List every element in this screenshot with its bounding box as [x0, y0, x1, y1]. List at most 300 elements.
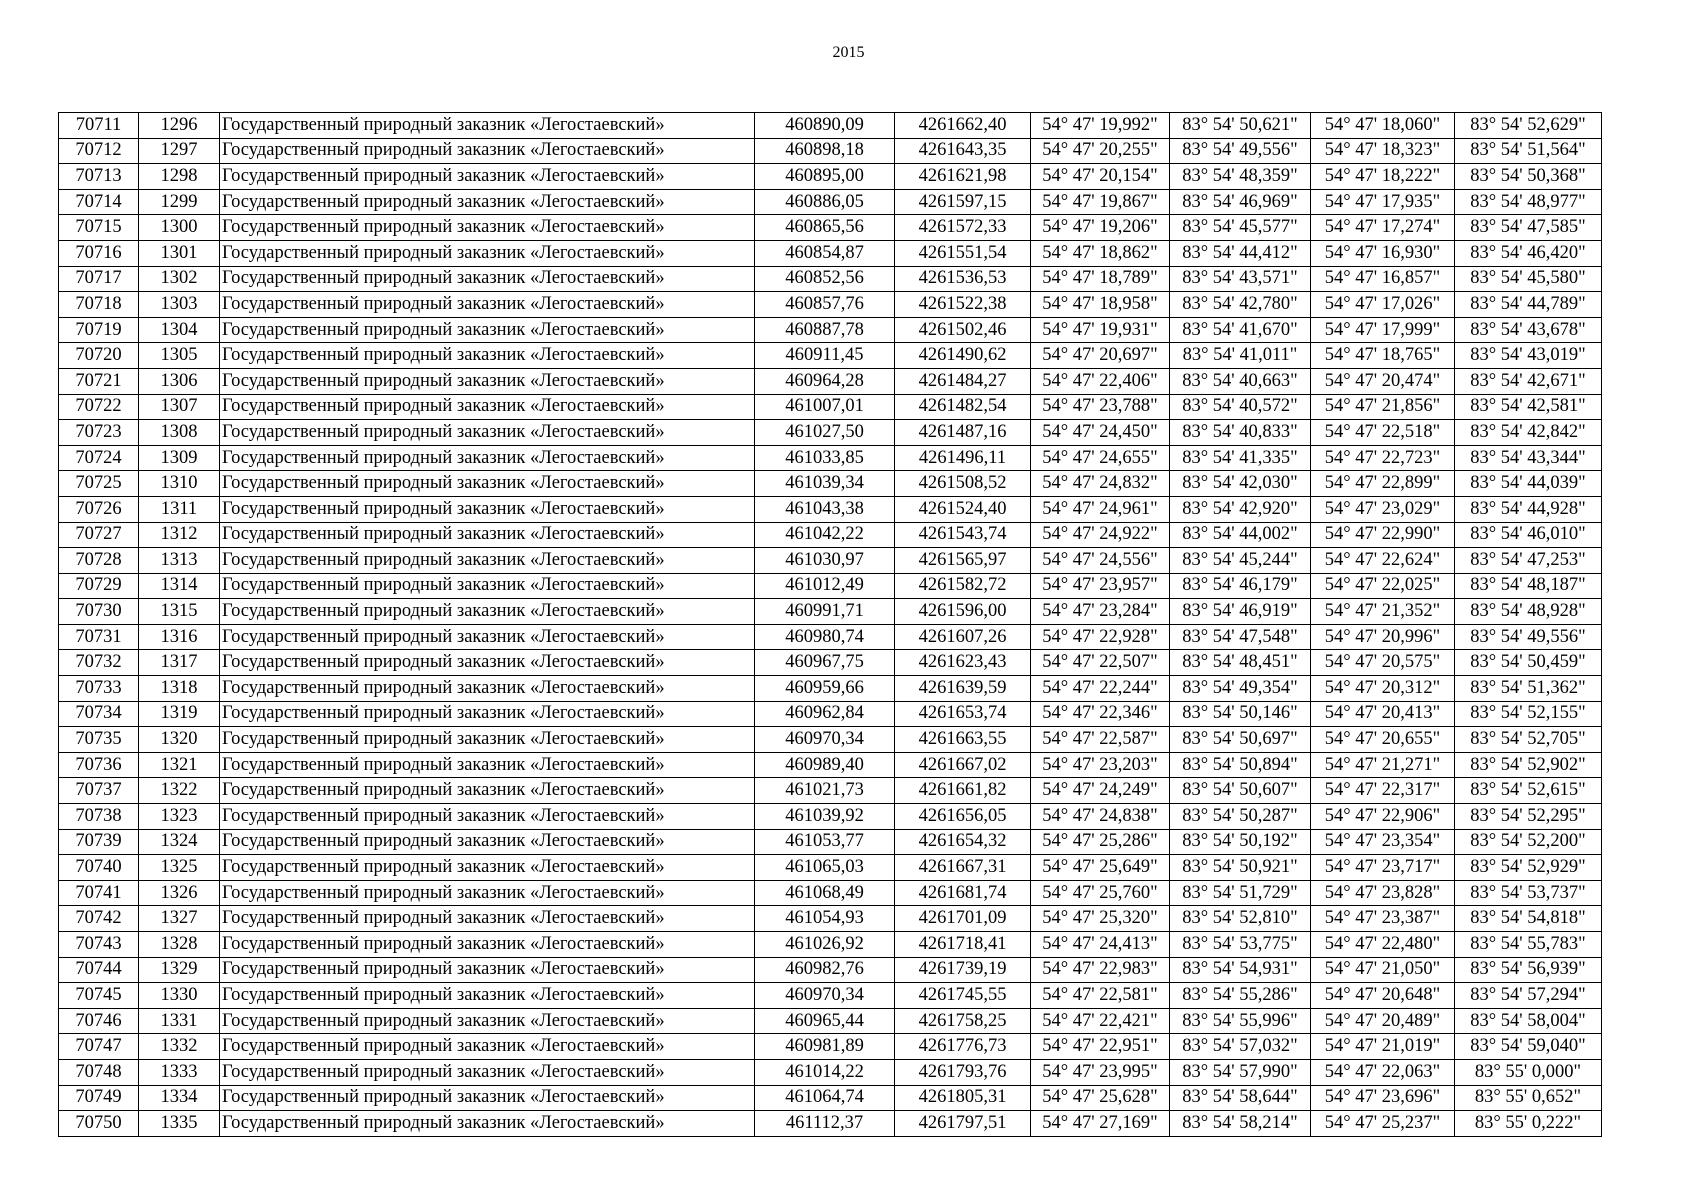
territory-name-cell: Государственный природный заказник «Легостаевский»	[220, 189, 755, 215]
x-coordinate-cell: 460982,76	[755, 957, 895, 983]
record-number-cell: 70726	[59, 496, 139, 522]
territory-name-cell: Государственный природный заказник «Легостаевский»	[220, 317, 755, 343]
longitude-2-cell: 83° 54' 44,789"	[1455, 292, 1602, 318]
point-number-cell: 1314	[139, 573, 220, 599]
latitude-1-cell: 54° 47' 23,995"	[1031, 1059, 1170, 1085]
territory-name-cell: Государственный природный заказник «Легостаевский»	[220, 343, 755, 369]
longitude-1-cell: 83° 54' 47,548"	[1170, 624, 1311, 650]
table-row	[59, 471, 1602, 497]
longitude-1-cell: 83° 54' 58,644"	[1170, 1085, 1311, 1111]
latitude-2-cell: 54° 47' 21,352"	[1311, 599, 1455, 625]
y-coordinate-cell: 4261565,97	[895, 548, 1031, 574]
record-number-cell: 70749	[59, 1085, 139, 1111]
longitude-2-cell: 83° 54' 51,564"	[1455, 138, 1602, 164]
latitude-2-cell: 54° 47' 22,624"	[1311, 548, 1455, 574]
y-coordinate-cell: 4261718,41	[895, 932, 1031, 958]
record-number-cell: 70718	[59, 292, 139, 318]
latitude-2-cell: 54° 47' 22,063"	[1311, 1059, 1455, 1085]
longitude-2-cell: 83° 54' 57,294"	[1455, 983, 1602, 1009]
latitude-1-cell: 54° 47' 22,928"	[1031, 624, 1170, 650]
territory-name-cell: Государственный природный заказник «Легостаевский»	[220, 701, 755, 727]
latitude-1-cell: 54° 47' 24,832"	[1031, 471, 1170, 497]
longitude-1-cell: 83° 54' 42,780"	[1170, 292, 1311, 318]
record-number-cell: 70720	[59, 343, 139, 369]
y-coordinate-cell: 4261739,19	[895, 957, 1031, 983]
x-coordinate-cell: 461042,22	[755, 522, 895, 548]
x-coordinate-cell: 460854,87	[755, 240, 895, 266]
y-coordinate-cell: 4261667,02	[895, 752, 1031, 778]
latitude-2-cell: 54° 47' 22,990"	[1311, 522, 1455, 548]
point-number-cell: 1299	[139, 189, 220, 215]
table-row	[59, 548, 1602, 574]
latitude-2-cell: 54° 47' 16,857"	[1311, 266, 1455, 292]
record-number-cell: 70721	[59, 368, 139, 394]
point-number-cell: 1318	[139, 676, 220, 702]
latitude-1-cell: 54° 47' 23,203"	[1031, 752, 1170, 778]
table-row	[59, 1059, 1602, 1085]
longitude-1-cell: 83° 54' 41,335"	[1170, 445, 1311, 471]
longitude-2-cell: 83° 54' 52,615"	[1455, 778, 1602, 804]
latitude-2-cell: 54° 47' 20,312"	[1311, 676, 1455, 702]
latitude-1-cell: 54° 47' 23,957"	[1031, 573, 1170, 599]
territory-name-cell: Государственный природный заказник «Легостаевский»	[220, 471, 755, 497]
point-number-cell: 1305	[139, 343, 220, 369]
point-number-cell: 1329	[139, 957, 220, 983]
latitude-1-cell: 54° 47' 24,249"	[1031, 778, 1170, 804]
y-coordinate-cell: 4261522,38	[895, 292, 1031, 318]
y-coordinate-cell: 4261758,25	[895, 1008, 1031, 1034]
longitude-1-cell: 83° 54' 50,894"	[1170, 752, 1311, 778]
longitude-2-cell: 83° 54' 52,929"	[1455, 855, 1602, 881]
table-row	[59, 650, 1602, 676]
territory-name-cell: Государственный природный заказник «Легостаевский»	[220, 727, 755, 753]
longitude-2-cell: 83° 54' 52,155"	[1455, 701, 1602, 727]
longitude-1-cell: 83° 54' 50,621"	[1170, 113, 1311, 139]
point-number-cell: 1309	[139, 445, 220, 471]
x-coordinate-cell: 461021,73	[755, 778, 895, 804]
table-row	[59, 701, 1602, 727]
longitude-2-cell: 83° 54' 48,187"	[1455, 573, 1602, 599]
y-coordinate-cell: 4261487,16	[895, 420, 1031, 446]
point-number-cell: 1322	[139, 778, 220, 804]
latitude-2-cell: 54° 47' 18,765"	[1311, 343, 1455, 369]
longitude-2-cell: 83° 54' 43,344"	[1455, 445, 1602, 471]
latitude-1-cell: 54° 47' 19,206"	[1031, 215, 1170, 241]
y-coordinate-cell: 4261656,05	[895, 804, 1031, 830]
territory-name-cell: Государственный природный заказник «Легостаевский»	[220, 1034, 755, 1060]
latitude-2-cell: 54° 47' 23,354"	[1311, 829, 1455, 855]
territory-name-cell: Государственный природный заказник «Легостаевский»	[220, 266, 755, 292]
latitude-1-cell: 54° 47' 24,413"	[1031, 932, 1170, 958]
longitude-1-cell: 83° 54' 50,921"	[1170, 855, 1311, 881]
point-number-cell: 1332	[139, 1034, 220, 1060]
longitude-2-cell: 83° 54' 56,939"	[1455, 957, 1602, 983]
latitude-1-cell: 54° 47' 19,867"	[1031, 189, 1170, 215]
point-number-cell: 1304	[139, 317, 220, 343]
record-number-cell: 70731	[59, 624, 139, 650]
x-coordinate-cell: 460898,18	[755, 138, 895, 164]
longitude-2-cell: 83° 54' 52,705"	[1455, 727, 1602, 753]
y-coordinate-cell: 4261496,11	[895, 445, 1031, 471]
table-row	[59, 445, 1602, 471]
longitude-2-cell: 83° 54' 48,928"	[1455, 599, 1602, 625]
latitude-1-cell: 54° 47' 22,581"	[1031, 983, 1170, 1009]
x-coordinate-cell: 460991,71	[755, 599, 895, 625]
point-number-cell: 1333	[139, 1059, 220, 1085]
territory-name-cell: Государственный природный заказник «Легостаевский»	[220, 522, 755, 548]
latitude-2-cell: 54° 47' 20,413"	[1311, 701, 1455, 727]
x-coordinate-cell: 461012,49	[755, 573, 895, 599]
point-number-cell: 1328	[139, 932, 220, 958]
table-row	[59, 266, 1602, 292]
record-number-cell: 70736	[59, 752, 139, 778]
record-number-cell: 70713	[59, 164, 139, 190]
latitude-1-cell: 54° 47' 25,320"	[1031, 906, 1170, 932]
longitude-2-cell: 83° 54' 49,556"	[1455, 624, 1602, 650]
latitude-1-cell: 54° 47' 22,244"	[1031, 676, 1170, 702]
latitude-2-cell: 54° 47' 20,474"	[1311, 368, 1455, 394]
record-number-cell: 70729	[59, 573, 139, 599]
point-number-cell: 1311	[139, 496, 220, 522]
territory-name-cell: Государственный природный заказник «Легостаевский»	[220, 1111, 755, 1137]
longitude-2-cell: 83° 54' 47,253"	[1455, 548, 1602, 574]
latitude-2-cell: 54° 47' 22,899"	[1311, 471, 1455, 497]
territory-name-cell: Государственный природный заказник «Легостаевский»	[220, 240, 755, 266]
longitude-1-cell: 83° 54' 45,577"	[1170, 215, 1311, 241]
x-coordinate-cell: 461065,03	[755, 855, 895, 881]
longitude-1-cell: 83° 54' 55,996"	[1170, 1008, 1311, 1034]
latitude-2-cell: 54° 47' 23,717"	[1311, 855, 1455, 881]
x-coordinate-cell: 460890,09	[755, 113, 895, 139]
x-coordinate-cell: 460886,05	[755, 189, 895, 215]
point-number-cell: 1308	[139, 420, 220, 446]
longitude-2-cell: 83° 54' 46,010"	[1455, 522, 1602, 548]
latitude-1-cell: 54° 47' 24,556"	[1031, 548, 1170, 574]
y-coordinate-cell: 4261654,32	[895, 829, 1031, 855]
x-coordinate-cell: 461030,97	[755, 548, 895, 574]
x-coordinate-cell: 461039,34	[755, 471, 895, 497]
territory-name-cell: Государственный природный заказник «Легостаевский»	[220, 676, 755, 702]
longitude-1-cell: 83° 54' 44,412"	[1170, 240, 1311, 266]
longitude-1-cell: 83° 54' 40,833"	[1170, 420, 1311, 446]
table-row	[59, 906, 1602, 932]
latitude-1-cell: 54° 47' 22,951"	[1031, 1034, 1170, 1060]
table-body	[59, 113, 1602, 1137]
territory-name-cell: Государственный природный заказник «Легостаевский»	[220, 548, 755, 574]
y-coordinate-cell: 4261639,59	[895, 676, 1031, 702]
longitude-1-cell: 83° 54' 46,969"	[1170, 189, 1311, 215]
record-number-cell: 70738	[59, 804, 139, 830]
point-number-cell: 1298	[139, 164, 220, 190]
latitude-2-cell: 54° 47' 22,317"	[1311, 778, 1455, 804]
record-number-cell: 70744	[59, 957, 139, 983]
point-number-cell: 1331	[139, 1008, 220, 1034]
y-coordinate-cell: 4261805,31	[895, 1085, 1031, 1111]
latitude-2-cell: 54° 47' 20,655"	[1311, 727, 1455, 753]
longitude-1-cell: 83° 54' 50,287"	[1170, 804, 1311, 830]
territory-name-cell: Государственный природный заказник «Легостаевский»	[220, 573, 755, 599]
latitude-2-cell: 54° 47' 22,480"	[1311, 932, 1455, 958]
longitude-2-cell: 83° 54' 42,581"	[1455, 394, 1602, 420]
table-row	[59, 778, 1602, 804]
y-coordinate-cell: 4261701,09	[895, 906, 1031, 932]
latitude-1-cell: 54° 47' 20,154"	[1031, 164, 1170, 190]
table-row	[59, 752, 1602, 778]
longitude-2-cell: 83° 54' 53,737"	[1455, 880, 1602, 906]
x-coordinate-cell: 461007,01	[755, 394, 895, 420]
latitude-1-cell: 54° 47' 22,507"	[1031, 650, 1170, 676]
latitude-2-cell: 54° 47' 20,575"	[1311, 650, 1455, 676]
longitude-1-cell: 83° 54' 46,179"	[1170, 573, 1311, 599]
point-number-cell: 1321	[139, 752, 220, 778]
territory-name-cell: Государственный природный заказник «Легостаевский»	[220, 368, 755, 394]
table-row	[59, 317, 1602, 343]
longitude-2-cell: 83° 54' 52,295"	[1455, 804, 1602, 830]
latitude-2-cell: 54° 47' 23,696"	[1311, 1085, 1455, 1111]
point-number-cell: 1335	[139, 1111, 220, 1137]
territory-name-cell: Государственный природный заказник «Легостаевский»	[220, 880, 755, 906]
territory-name-cell: Государственный природный заказник «Легостаевский»	[220, 752, 755, 778]
territory-name-cell: Государственный природный заказник «Легостаевский»	[220, 420, 755, 446]
territory-name-cell: Государственный природный заказник «Легостаевский»	[220, 1008, 755, 1034]
table-row	[59, 624, 1602, 650]
table-row	[59, 164, 1602, 190]
table-row	[59, 240, 1602, 266]
y-coordinate-cell: 4261667,31	[895, 855, 1031, 881]
longitude-2-cell: 83° 55' 0,652"	[1455, 1085, 1602, 1111]
record-number-cell: 70745	[59, 983, 139, 1009]
longitude-1-cell: 83° 54' 50,607"	[1170, 778, 1311, 804]
table-row	[59, 880, 1602, 906]
y-coordinate-cell: 4261508,52	[895, 471, 1031, 497]
y-coordinate-cell: 4261793,76	[895, 1059, 1031, 1085]
latitude-2-cell: 54° 47' 22,025"	[1311, 573, 1455, 599]
y-coordinate-cell: 4261536,53	[895, 266, 1031, 292]
x-coordinate-cell: 461064,74	[755, 1085, 895, 1111]
latitude-2-cell: 54° 47' 21,050"	[1311, 957, 1455, 983]
x-coordinate-cell: 460967,75	[755, 650, 895, 676]
table-row	[59, 676, 1602, 702]
latitude-1-cell: 54° 47' 24,450"	[1031, 420, 1170, 446]
longitude-1-cell: 83° 54' 43,571"	[1170, 266, 1311, 292]
table-row	[59, 394, 1602, 420]
longitude-1-cell: 83° 54' 48,451"	[1170, 650, 1311, 676]
table-row	[59, 804, 1602, 830]
record-number-cell: 70742	[59, 906, 139, 932]
point-number-cell: 1334	[139, 1085, 220, 1111]
latitude-2-cell: 54° 47' 18,323"	[1311, 138, 1455, 164]
table-row	[59, 496, 1602, 522]
latitude-2-cell: 54° 47' 20,489"	[1311, 1008, 1455, 1034]
table-row	[59, 368, 1602, 394]
point-number-cell: 1315	[139, 599, 220, 625]
y-coordinate-cell: 4261621,98	[895, 164, 1031, 190]
point-number-cell: 1317	[139, 650, 220, 676]
longitude-1-cell: 83° 54' 52,810"	[1170, 906, 1311, 932]
x-coordinate-cell: 460865,56	[755, 215, 895, 241]
point-number-cell: 1319	[139, 701, 220, 727]
point-number-cell: 1324	[139, 829, 220, 855]
longitude-2-cell: 83° 54' 43,019"	[1455, 343, 1602, 369]
longitude-1-cell: 83° 54' 54,931"	[1170, 957, 1311, 983]
point-number-cell: 1320	[139, 727, 220, 753]
latitude-1-cell: 54° 47' 25,286"	[1031, 829, 1170, 855]
y-coordinate-cell: 4261662,40	[895, 113, 1031, 139]
latitude-1-cell: 54° 47' 27,169"	[1031, 1111, 1170, 1137]
record-number-cell: 70735	[59, 727, 139, 753]
latitude-2-cell: 54° 47' 17,274"	[1311, 215, 1455, 241]
table-row	[59, 727, 1602, 753]
table-row	[59, 599, 1602, 625]
x-coordinate-cell: 460911,45	[755, 343, 895, 369]
territory-name-cell: Государственный природный заказник «Легостаевский»	[220, 778, 755, 804]
record-number-cell: 70728	[59, 548, 139, 574]
record-number-cell: 70717	[59, 266, 139, 292]
territory-name-cell: Государственный природный заказник «Легостаевский»	[220, 113, 755, 139]
territory-name-cell: Государственный природный заказник «Легостаевский»	[220, 292, 755, 318]
page-number: 2015	[832, 44, 865, 61]
latitude-1-cell: 54° 47' 24,922"	[1031, 522, 1170, 548]
longitude-2-cell: 83° 54' 50,368"	[1455, 164, 1602, 190]
latitude-1-cell: 54° 47' 19,931"	[1031, 317, 1170, 343]
record-number-cell: 70724	[59, 445, 139, 471]
longitude-2-cell: 83° 54' 44,928"	[1455, 496, 1602, 522]
latitude-1-cell: 54° 47' 25,628"	[1031, 1085, 1170, 1111]
record-number-cell: 70743	[59, 932, 139, 958]
territory-name-cell: Государственный природный заказник «Легостаевский»	[220, 855, 755, 881]
territory-name-cell: Государственный природный заказник «Легостаевский»	[220, 983, 755, 1009]
x-coordinate-cell: 461068,49	[755, 880, 895, 906]
territory-name-cell: Государственный природный заказник «Легостаевский»	[220, 496, 755, 522]
point-number-cell: 1306	[139, 368, 220, 394]
record-number-cell: 70748	[59, 1059, 139, 1085]
y-coordinate-cell: 4261776,73	[895, 1034, 1031, 1060]
table-row	[59, 1085, 1602, 1111]
latitude-2-cell: 54° 47' 23,387"	[1311, 906, 1455, 932]
longitude-1-cell: 83° 54' 53,775"	[1170, 932, 1311, 958]
y-coordinate-cell: 4261661,82	[895, 778, 1031, 804]
y-coordinate-cell: 4261490,62	[895, 343, 1031, 369]
table-row	[59, 189, 1602, 215]
table-row	[59, 292, 1602, 318]
latitude-1-cell: 54° 47' 18,958"	[1031, 292, 1170, 318]
y-coordinate-cell: 4261643,35	[895, 138, 1031, 164]
point-number-cell: 1296	[139, 113, 220, 139]
point-number-cell: 1302	[139, 266, 220, 292]
record-number-cell: 70739	[59, 829, 139, 855]
territory-name-cell: Государственный природный заказник «Легостаевский»	[220, 957, 755, 983]
longitude-2-cell: 83° 54' 52,629"	[1455, 113, 1602, 139]
record-number-cell: 70750	[59, 1111, 139, 1137]
latitude-2-cell: 54° 47' 21,856"	[1311, 394, 1455, 420]
record-number-cell: 70732	[59, 650, 139, 676]
territory-name-cell: Государственный природный заказник «Легостаевский»	[220, 829, 755, 855]
latitude-2-cell: 54° 47' 22,906"	[1311, 804, 1455, 830]
longitude-2-cell: 83° 54' 50,459"	[1455, 650, 1602, 676]
longitude-1-cell: 83° 54' 51,729"	[1170, 880, 1311, 906]
longitude-2-cell: 83° 54' 58,004"	[1455, 1008, 1602, 1034]
longitude-2-cell: 83° 54' 43,678"	[1455, 317, 1602, 343]
table-row	[59, 138, 1602, 164]
record-number-cell: 70734	[59, 701, 139, 727]
longitude-2-cell: 83° 54' 55,783"	[1455, 932, 1602, 958]
latitude-1-cell: 54° 47' 25,649"	[1031, 855, 1170, 881]
territory-name-cell: Государственный природный заказник «Легостаевский»	[220, 445, 755, 471]
longitude-1-cell: 83° 54' 48,359"	[1170, 164, 1311, 190]
table-row	[59, 983, 1602, 1009]
latitude-2-cell: 54° 47' 16,930"	[1311, 240, 1455, 266]
y-coordinate-cell: 4261482,54	[895, 394, 1031, 420]
longitude-2-cell: 83° 54' 47,585"	[1455, 215, 1602, 241]
x-coordinate-cell: 461027,50	[755, 420, 895, 446]
x-coordinate-cell: 460964,28	[755, 368, 895, 394]
point-number-cell: 1330	[139, 983, 220, 1009]
territory-name-cell: Государственный природный заказник «Легостаевский»	[220, 215, 755, 241]
table-row	[59, 215, 1602, 241]
y-coordinate-cell: 4261797,51	[895, 1111, 1031, 1137]
record-number-cell: 70740	[59, 855, 139, 881]
longitude-1-cell: 83° 54' 44,002"	[1170, 522, 1311, 548]
latitude-2-cell: 54° 47' 22,723"	[1311, 445, 1455, 471]
x-coordinate-cell: 461033,85	[755, 445, 895, 471]
longitude-1-cell: 83° 54' 50,192"	[1170, 829, 1311, 855]
latitude-2-cell: 54° 47' 17,999"	[1311, 317, 1455, 343]
longitude-1-cell: 83° 54' 41,670"	[1170, 317, 1311, 343]
y-coordinate-cell: 4261551,54	[895, 240, 1031, 266]
record-number-cell: 70715	[59, 215, 139, 241]
territory-name-cell: Государственный природный заказник «Легостаевский»	[220, 138, 755, 164]
y-coordinate-cell: 4261524,40	[895, 496, 1031, 522]
record-number-cell: 70725	[59, 471, 139, 497]
y-coordinate-cell: 4261681,74	[895, 880, 1031, 906]
record-number-cell: 70741	[59, 880, 139, 906]
record-number-cell: 70711	[59, 113, 139, 139]
x-coordinate-cell: 461053,77	[755, 829, 895, 855]
point-number-cell: 1303	[139, 292, 220, 318]
coordinates-table	[58, 112, 1602, 1137]
longitude-2-cell: 83° 54' 51,362"	[1455, 676, 1602, 702]
latitude-2-cell: 54° 47' 18,060"	[1311, 113, 1455, 139]
x-coordinate-cell: 460981,89	[755, 1034, 895, 1060]
table-row	[59, 573, 1602, 599]
longitude-1-cell: 83° 54' 58,214"	[1170, 1111, 1311, 1137]
record-number-cell: 70719	[59, 317, 139, 343]
record-number-cell: 70746	[59, 1008, 139, 1034]
y-coordinate-cell: 4261607,26	[895, 624, 1031, 650]
x-coordinate-cell: 460989,40	[755, 752, 895, 778]
longitude-1-cell: 83° 54' 42,030"	[1170, 471, 1311, 497]
longitude-2-cell: 83° 54' 45,580"	[1455, 266, 1602, 292]
latitude-1-cell: 54° 47' 22,406"	[1031, 368, 1170, 394]
latitude-1-cell: 54° 47' 22,983"	[1031, 957, 1170, 983]
x-coordinate-cell: 460852,56	[755, 266, 895, 292]
y-coordinate-cell: 4261572,33	[895, 215, 1031, 241]
record-number-cell: 70730	[59, 599, 139, 625]
latitude-1-cell: 54° 47' 20,255"	[1031, 138, 1170, 164]
longitude-1-cell: 83° 54' 46,919"	[1170, 599, 1311, 625]
latitude-1-cell: 54° 47' 25,760"	[1031, 880, 1170, 906]
point-number-cell: 1307	[139, 394, 220, 420]
longitude-1-cell: 83° 54' 57,032"	[1170, 1034, 1311, 1060]
territory-name-cell: Государственный природный заказник «Легостаевский»	[220, 624, 755, 650]
record-number-cell: 70712	[59, 138, 139, 164]
latitude-1-cell: 54° 47' 20,697"	[1031, 343, 1170, 369]
latitude-2-cell: 54° 47' 22,518"	[1311, 420, 1455, 446]
longitude-2-cell: 83° 54' 42,842"	[1455, 420, 1602, 446]
x-coordinate-cell: 461112,37	[755, 1111, 895, 1137]
longitude-2-cell: 83° 55' 0,000"	[1455, 1059, 1602, 1085]
record-number-cell: 70737	[59, 778, 139, 804]
